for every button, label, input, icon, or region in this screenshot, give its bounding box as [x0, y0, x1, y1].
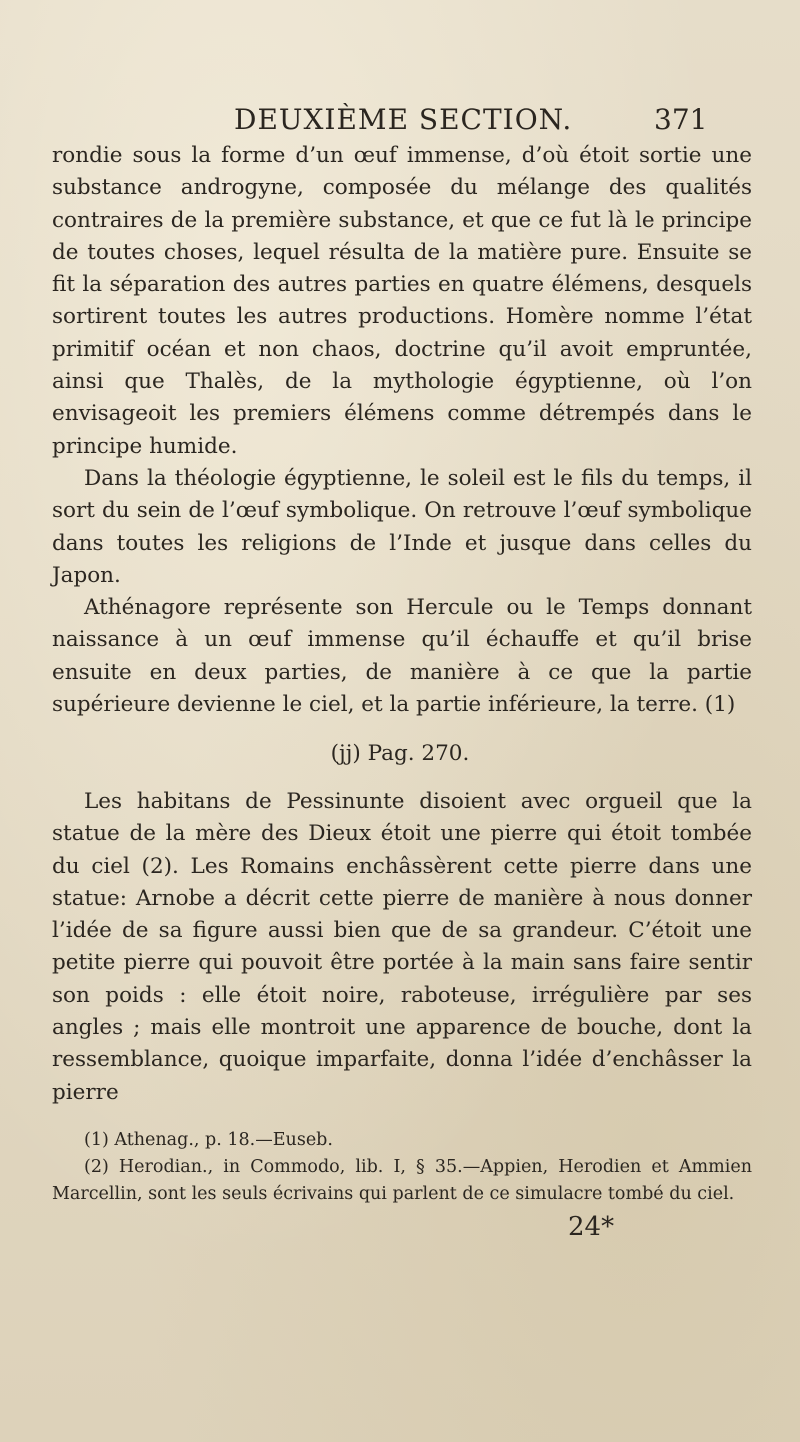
paragraph-4: Les habitans de Pessinunte disoient avec orgueil que la statue de la mère des Dieux étoit une pierre qui étoit tombée du ciel (2). Les Romains enchâssèrent cette pierre dans une statue: Arnobe a décrit cette pierre de manière à nous donner l’idée de sa figure aussi bien que de sa grandeur. C’étoit une petite pierre qui pouvoit être portée à la main sans faire sentir son poids : elle étoit noire, raboteuse, irrégulière par ses angles ; mais elle montroit une apparence de bouche, dont la ressemblance, quoique imparfaite, donna l’idée d’enchâsser la pierre [52, 789, 752, 1105]
paragraph-2: Dans la théologie égyptienne, le soleil est le fils du temps, il sort du sein de l’œuf symbolique. On retrouve l’œuf symbolique dans toutes les religions de l’Inde et jusque dans celles du Japon. [52, 465, 752, 588]
paragraph-3: Athénagore représente son Hercule ou le Temps donnant naissance à un œuf immense qu’il échauffe et qu’il brise ensuite en deux parties, de manière à ce que la partie supérieure devienne le ciel, et la partie inférieure, la terre. (1) [52, 595, 752, 718]
footnote-1: (1) Athenag., p. 18.—Euseb. [84, 1130, 333, 1150]
page-number: 371 [654, 103, 708, 136]
section-heading: (jj) Pag. 270. [330, 741, 470, 766]
footnote-2: (2) Herodian., in Commodo, lib. I, § 35.—Appien, Herodien et Ammien Marcellin, sont les seuls écrivains qui parlent de ce simulacre tombé du ciel. [52, 1157, 752, 1205]
running-title: DEUXIÈME SECTION. [234, 103, 573, 136]
paragraph-1: rondie sous la forme d’un œuf immense, d’où étoit sortie une substance androgyne, composée du mélange des qualités contraires de la première substance, et que ce fut là le principe de toutes choses, lequel résulta de la matière pure. Ensuite se fit la séparation des autres parties en quatre élémens, desquels sortirent toutes les autres productions. Homère nomme l’état primitif océan et non chaos, doctrine qu’il avoit empruntée, ainsi que Thalès, de la mythologie égyptienne, où l’on envisageoit les premiers élémens comme détrempés dans le principe humide. [52, 143, 752, 459]
main-text-middle [52, 786, 752, 1109]
main-text-top [52, 140, 752, 721]
footnotes [52, 1127, 752, 1208]
page-header [0, 98, 800, 142]
signature-mark: 24* [568, 1212, 615, 1242]
